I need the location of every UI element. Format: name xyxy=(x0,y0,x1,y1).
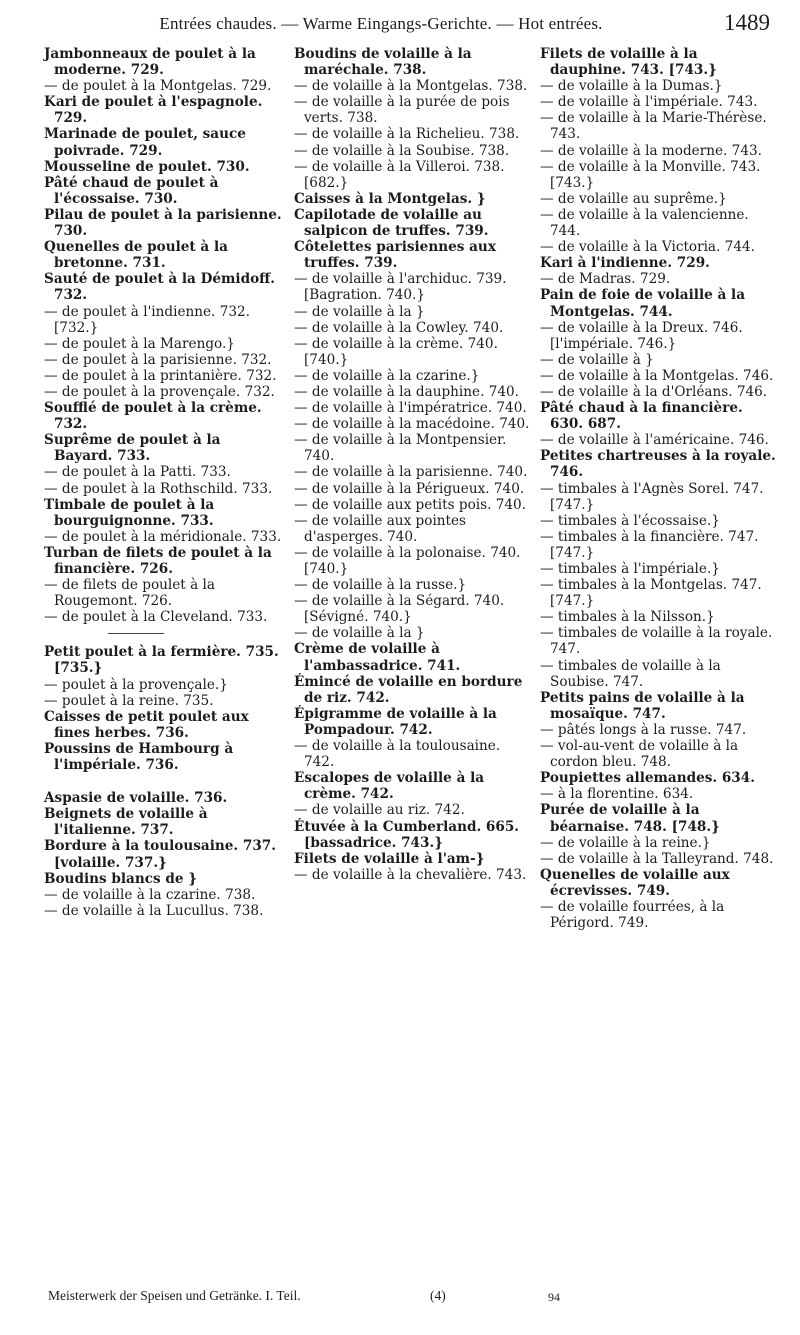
index-entry: — de poulet à la provençale. 732. xyxy=(44,383,275,400)
index-entry: — de volaille à } xyxy=(540,351,654,368)
section-divider xyxy=(108,633,164,634)
index-entry: Capilotade de volaille au salpicon de truffes. 739. xyxy=(294,206,489,240)
index-entry: Mousseline de poulet. 730. xyxy=(44,158,250,175)
index-entry: Filets de volaille à l'am-} xyxy=(294,850,485,867)
index-entry: — de poulet à la parisienne. 732. xyxy=(44,351,272,368)
index-entry: — de volaille au riz. 742. xyxy=(294,802,465,819)
index-entry: — de volaille à la dauphine. 740. xyxy=(294,383,519,400)
index-entry: — de volaille aux pointes d'asperges. 740. xyxy=(294,512,467,545)
index-entry: Quenelles de poulet à la bretonne. 731. xyxy=(44,239,228,272)
index-entry: Caisses à la Montgelas. } xyxy=(294,190,486,207)
index-entry: Turban de filets de poulet à la financière. 726. xyxy=(44,544,272,577)
index-entry: Poussins de Hambourg à l'impériale. 736. xyxy=(44,740,234,774)
index-entry: — de volaille à la Villeroi. 738. [682.} xyxy=(294,158,505,191)
index-entry: — de volaille à la polonaise. 740. [740.} xyxy=(294,544,521,577)
index-entry: Sauté de poulet à la Démidoff. 732. xyxy=(44,271,276,304)
index-entry: Pâté chaud à la financière. 630. 687. xyxy=(540,400,743,433)
index-columns xyxy=(44,46,778,1278)
index-entry: — de volaille à la Cowley. 740. xyxy=(294,319,504,336)
index-entry: — de volaille à la russe.} xyxy=(294,577,467,594)
index-entry: — de volaille à la valencienne. 744. xyxy=(540,206,749,240)
index-entry: — de volaille à la czarine.} xyxy=(294,367,480,384)
index-entry: — de volaille fourrées, à la Périgord. 749. xyxy=(540,898,725,932)
index-entry: — timbales à l'écossaise.} xyxy=(540,512,720,529)
index-entry: Timbale de poulet à la bourguignonne. 733. xyxy=(44,496,215,529)
index-entry: — de volaille à la chevalière. 743. xyxy=(294,866,527,883)
index-entry: Boudins blancs de } xyxy=(44,870,198,887)
index-entry: — de volaille à la Dumas.} xyxy=(540,78,723,95)
index-entry: — timbales à l'impériale.} xyxy=(540,561,720,577)
column-3 xyxy=(540,46,778,931)
index-entry: — de volaille à la } xyxy=(294,625,425,642)
index-entry: — de volaille à la macédoine. 740. xyxy=(294,416,530,433)
index-entry: — de volaille à la Richelieu. 738. xyxy=(294,126,520,143)
column-2 xyxy=(294,46,532,883)
index-entry: — de volaille à la Montgelas. 746. xyxy=(540,367,774,384)
index-entry: — de poulet à la Patti. 733. xyxy=(44,464,231,481)
index-entry: — à la florentine. 634. xyxy=(540,786,694,803)
index-entry: — de volaille à la crème. 740. [740.} xyxy=(294,335,498,368)
index-entry: Épigramme de volaille à la Pompadour. 742. xyxy=(294,705,497,738)
index-entry: — de volaille à la Lucullus. 738. xyxy=(44,902,264,919)
index-entry: — timbales de volaille à la Soubise. 747. xyxy=(540,657,721,690)
index-entry: — timbales à la financière. 747. [747.} xyxy=(540,528,759,561)
index-entry: Filets de volaille à la dauphine. 743. [743.} xyxy=(540,46,717,79)
index-entry: — de volaille à la Soubise. 738. xyxy=(294,142,510,159)
index-entry: Côtelettes parisiennes aux truffes. 739. xyxy=(294,239,496,272)
index-entry: — timbales à la Montgelas. 747. [747.} xyxy=(540,577,762,610)
index-entry: — de volaille à la purée de pois verts. 738. xyxy=(294,94,510,127)
index-entry: — de volaille à la Victoria. 744. xyxy=(540,239,755,256)
index-entry: Pilau de poulet à la parisienne. 730. xyxy=(44,206,282,240)
index-entry: — de volaille aux petits pois. 740. xyxy=(294,496,526,513)
index-entry: — de volaille à l'américaine. 746. xyxy=(540,432,769,449)
index-entry: — timbales de volaille à la royale. 747. xyxy=(540,625,773,658)
index-entry: — de volaille au suprême.} xyxy=(540,190,727,207)
index-entry: — de volaille à la parisienne. 740. xyxy=(294,464,528,481)
index-entry: — de volaille à la reine.} xyxy=(540,834,711,851)
index-entry: — timbales à la Nilsson.} xyxy=(540,609,715,626)
index-entry: — de volaille à la Montgelas. 738. xyxy=(294,78,528,95)
index-entry: Bordure à la toulousaine. 737. [volaille. 737.} xyxy=(44,838,276,871)
index-entry: — timbales à l'Agnès Sorel. 747. [747.} xyxy=(540,480,764,513)
footer-title: Meisterwerk der Speisen und Getränke. I. Teil. xyxy=(48,1288,301,1303)
index-entry: — poulet à la provençale.} xyxy=(44,676,228,693)
index-entry: — de poulet à la Cleveland. 733. xyxy=(44,609,268,626)
index-entry: Petites chartreuses à la royale. 746. xyxy=(540,448,776,481)
index-entry: Soufflé de poulet à la crème. 732. xyxy=(44,400,262,433)
index-entry: Émincé de volaille en bordure de riz. 742. xyxy=(294,673,523,706)
index-entry: Quenelles de volaille aux écrevisses. 749. xyxy=(540,866,730,899)
index-entry: — de volaille à la Monville. 743. [743.} xyxy=(540,158,761,191)
group-spacer xyxy=(44,773,282,790)
index-entry: — de poulet à la Montgelas. 729. xyxy=(44,78,272,95)
index-entry: — de volaille à la Marie-Thérèse. 743. xyxy=(540,110,767,143)
index-entry: Caisses de petit poulet aux fines herbes. 736. xyxy=(44,708,249,741)
index-entry: Étuvée à la Cumberland. 665. [bassadrice. 743.} xyxy=(294,818,520,851)
index-entry: Beignets de volaille à l'italienne. 737. xyxy=(44,806,208,839)
running-head: Entrées chaudes. — Warme Eingangs-Gerichte. — Hot entrées. xyxy=(159,14,603,33)
index-entry: Crème de volaille à l'ambassadrice. 741. xyxy=(294,641,461,674)
index-entry: Pain de foie de volaille à la Montgelas. 744. xyxy=(540,287,746,320)
index-entry: — de volaille à la czarine. 738. xyxy=(44,886,256,903)
index-entry: — de volaille à l'archiduc. 739. [Bagration. 740.} xyxy=(294,271,507,304)
index-entry: Suprême de poulet à la Bayard. 733. xyxy=(44,432,221,465)
index-entry: — de volaille à la Périgueux. 740. xyxy=(294,480,525,497)
index-entry: — de volaille à l'impériale. 743. xyxy=(540,94,758,111)
index-entry: Pâté chaud de poulet à l'écossaise. 730. xyxy=(44,174,219,207)
index-entry: — de volaille à la } xyxy=(294,303,425,320)
index-entry: — de poulet à l'indienne. 732. [732.} xyxy=(44,303,250,336)
index-entry: — de Madras. 729. xyxy=(540,271,671,288)
index-entry: Purée de volaille à la béarnaise. 748. [748.} xyxy=(540,802,720,835)
page-number: 1489 xyxy=(724,10,770,35)
index-entry: — pâtés longs à la russe. 747. xyxy=(540,721,747,738)
index-entry: — vol-au-vent de volaille à la cordon bleu. 748. xyxy=(540,738,739,771)
index-entry: — de volaille à la d'Orléans. 746. xyxy=(540,383,768,400)
index-entry: Aspasie de volaille. 736. xyxy=(44,790,228,807)
index-entry: Escalopes de volaille à la crème. 742. xyxy=(294,770,485,803)
index-entry: Jambonneaux de poulet à la moderne. 729. xyxy=(44,46,256,79)
index-entry: Petit poulet à la fermière. 735. [735.} xyxy=(44,644,279,677)
index-entry: — de volaille à la toulousaine. 742. xyxy=(294,738,501,771)
index-entry: — de filets de poulet à la Rougemont. 726. xyxy=(44,577,215,610)
index-entry: Petits pains de volaille à la mosaïque. 747. xyxy=(540,689,745,722)
index-entry: Marinade de poulet, sauce poivrade. 729. xyxy=(44,126,246,159)
page-footer xyxy=(0,1286,800,1310)
index-entry: Boudins de volaille à la maréchale. 738. xyxy=(294,46,472,79)
footer-sheet-number: 94 xyxy=(548,1290,560,1304)
index-entry: — de volaille à la Montpensier. 740. xyxy=(294,432,507,465)
index-entry: — de volaille à la moderne. 743. xyxy=(540,142,762,159)
index-entry: — poulet à la reine. 735. xyxy=(44,692,214,709)
index-entry: — de poulet à la Rothschild. 733. xyxy=(44,480,273,497)
index-entry: Kari de poulet à l'espagnole. 729. xyxy=(44,94,263,127)
index-entry: — de poulet à la printanière. 732. xyxy=(44,367,277,384)
index-entry: Poupiettes allemandes. 634. xyxy=(540,770,755,787)
index-entry: — de poulet à la méridionale. 733. xyxy=(44,528,282,545)
page-header xyxy=(36,8,770,42)
index-entry: — de volaille à la Talleyrand. 748. xyxy=(540,850,774,867)
index-entry: Kari à l'indienne. 729. xyxy=(540,255,710,272)
index-entry: — de volaille à l'impératrice. 740. xyxy=(294,400,527,417)
index-entry: — de volaille à la Ségard. 740. [Sévigné. 740.} xyxy=(294,593,505,626)
index-entry: — de volaille à la Dreux. 746. [l'impériale. 746.} xyxy=(540,319,743,352)
index-entry: — de poulet à la Marengo.} xyxy=(44,335,235,352)
footer-signature: (4) xyxy=(430,1288,446,1303)
column-1 xyxy=(44,46,282,919)
